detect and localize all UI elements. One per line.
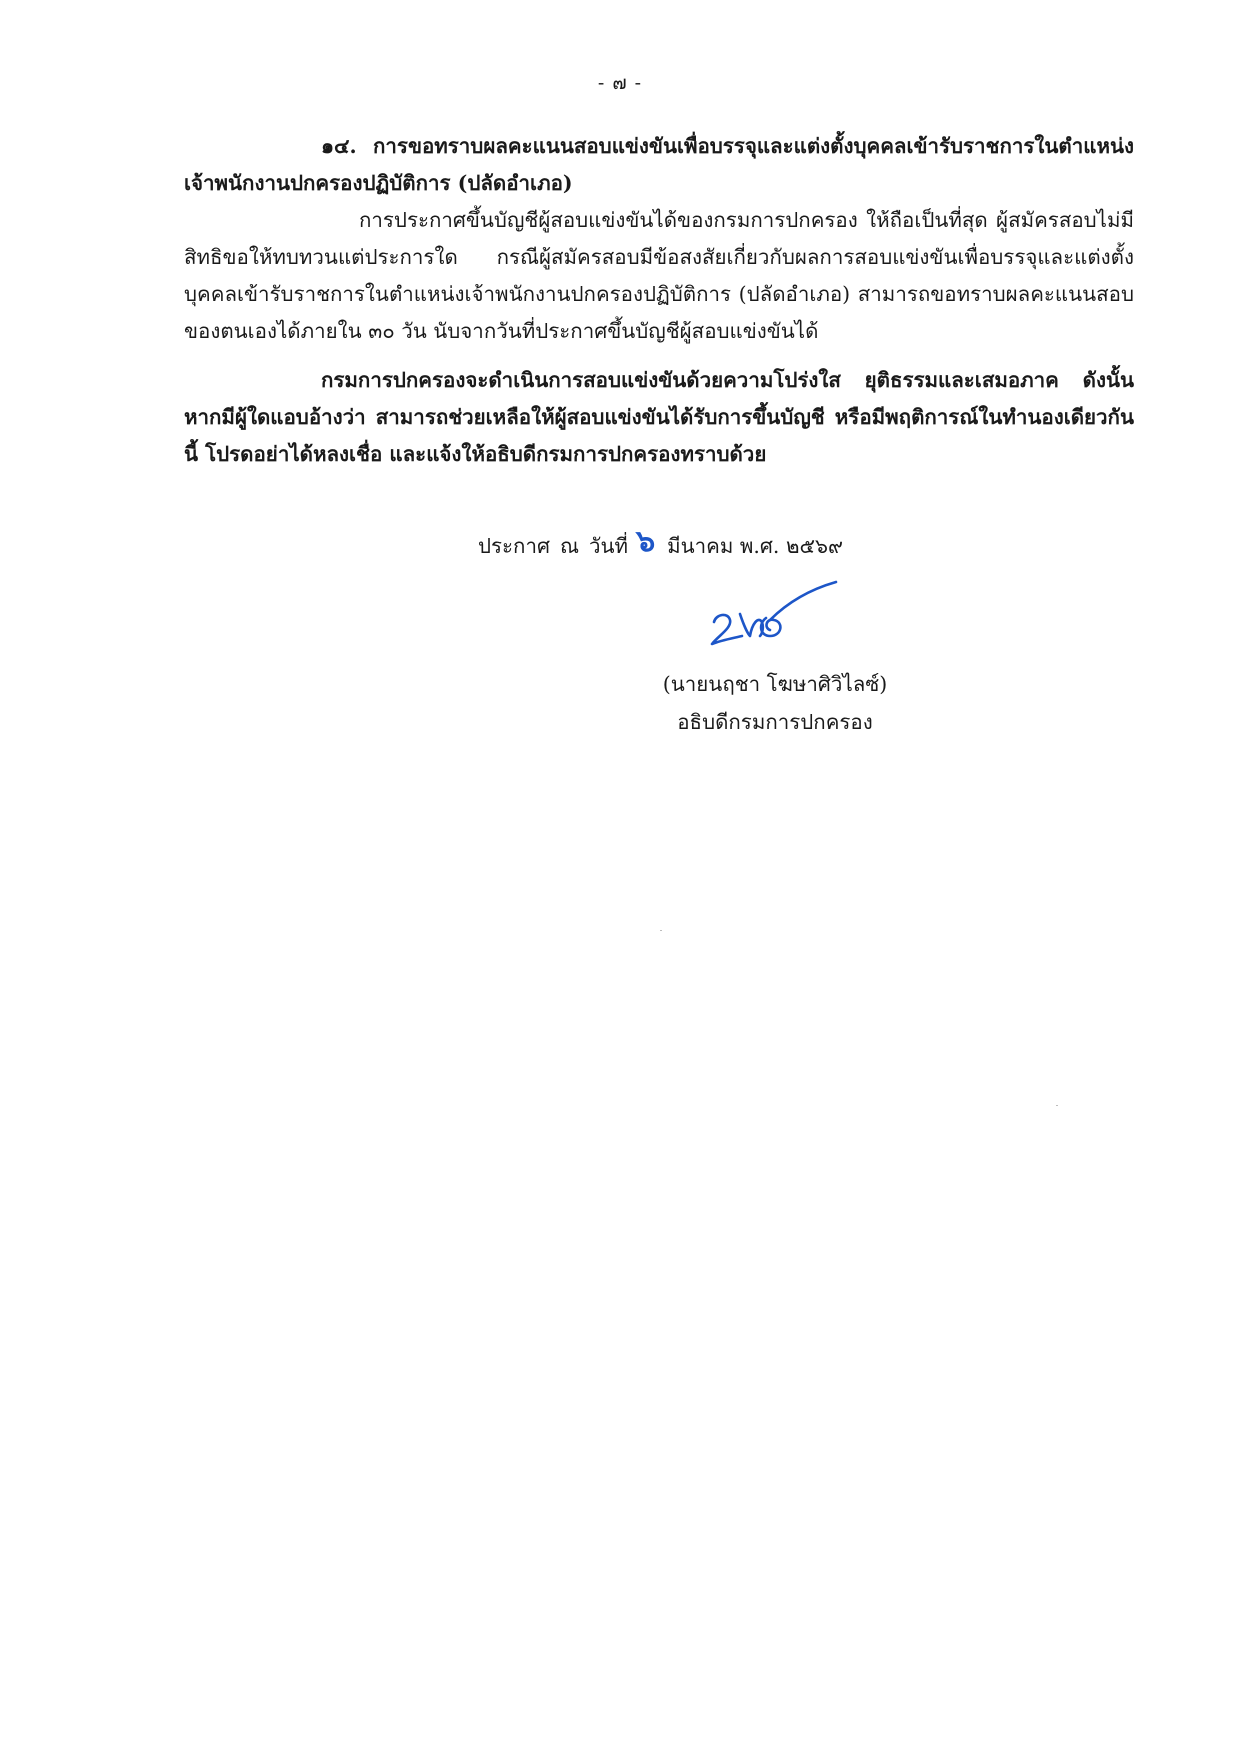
signer-title: อธิบดีกรมการปกครอง — [677, 710, 873, 734]
announce-month-year: มีนาคม พ.ศ. ๒๕๖๙ — [667, 534, 844, 558]
scan-speck — [1056, 1105, 1058, 1106]
announce-day-label: วันที่ — [589, 534, 629, 558]
scan-speck — [660, 930, 662, 931]
announce-at: ณ — [559, 534, 580, 558]
section-paragraph: การประกาศขึ้นบัญชีผู้สอบแข่งขันได้ของกรมการปกครอง ให้ถือเป็นที่สุด ผู้สมัครสอบไม่มีสิทธิขอให้ทบทวนแต่ประการใด กรณีผู้สมัครสอบมีข้อสงสัยเกี่ยวกับผลการสอบแข่งขันเพื่อบรรจุและแต่งตั้งบุคคลเข้ารับราชการในตำแหน่งเจ้าพนักงานปกครองปฏิบัติการ (ปลัดอำเภอ) สามารถขอทราบผลคะแนนสอบของตนเองได้ภายใน ๓๐ วัน นับจากวันที่ประกาศขึ้นบัญชีผู้สอบแข่งขันได้ — [184, 208, 1134, 343]
notice-paragraph: กรมการปกครองจะดำเนินการสอบแข่งขันด้วยความโปร่งใส ยุติธรรมและเสมอภาค ดังนั้น หากมีผู้ใดแอบอ้างว่า สามารถช่วยเหลือให้ผู้สอบแข่งขันได้รับการขึ้นบัญชี หรือมีพฤติการณ์ในทำนองเดียวกันนี้ โปรดอย่าได้หลงเชื่อ และแจ้งให้อธิบดีกรมการปกครองทราบด้วย — [184, 368, 1134, 466]
document-body — [184, 128, 1134, 473]
page-number: - ๗ - — [597, 72, 643, 94]
signature-image — [700, 574, 840, 654]
section-heading-line2: เจ้าพนักงานปกครองปฏิบัติการ (ปลัดอำเภอ) — [184, 171, 573, 195]
section-heading — [184, 128, 1134, 202]
announce-prefix: ประกาศ — [478, 534, 550, 558]
signer-name: (นายนฤชา โฆษาศิวิไลซ์) — [662, 672, 888, 696]
section-heading-line1: ๑๔. การขอทราบผลคะแนนสอบแข่งขันเพื่อบรรจุและแต่งตั้งบุคคลเข้ารับราชการในตำแหน่ง — [321, 134, 1134, 158]
announce-day: ๖ — [636, 524, 656, 559]
announcement-line — [478, 520, 843, 567]
